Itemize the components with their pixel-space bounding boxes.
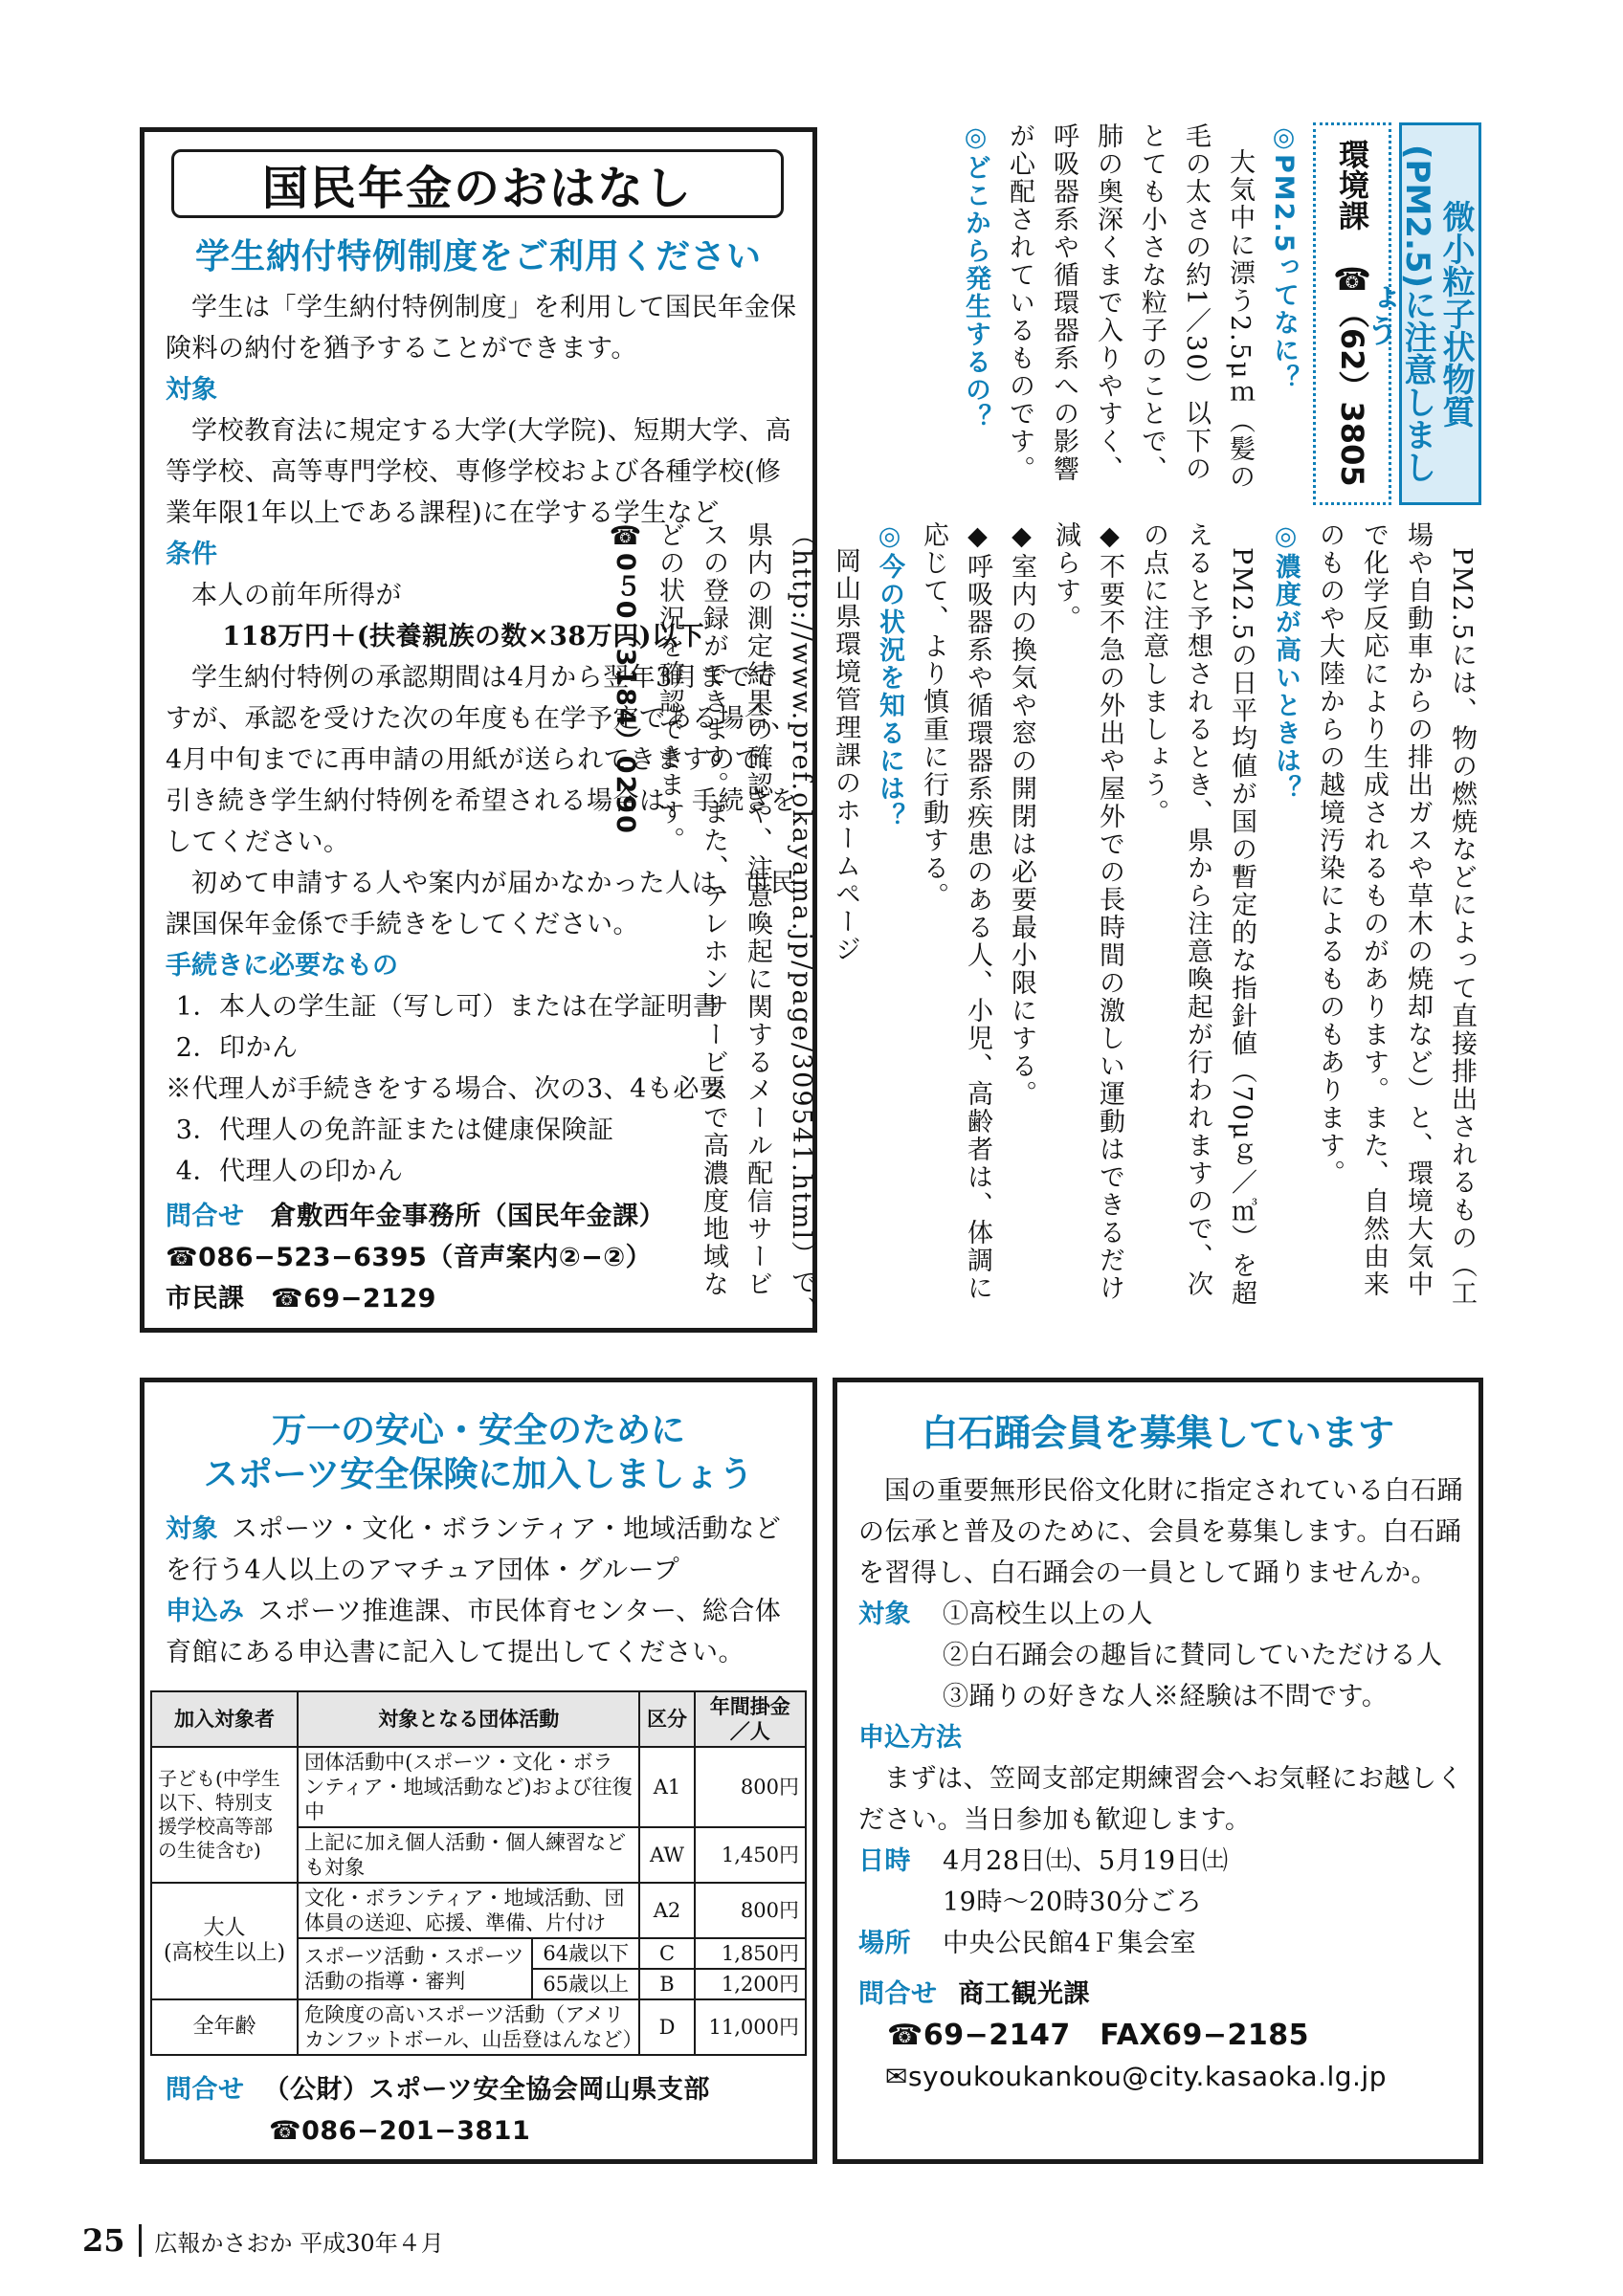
sports-apply-text: スポーツ推進課、市民体育センター、総合体育館にある申込書に記入して提出してください。 [166,1597,782,1667]
page-number: 25 [82,2222,125,2259]
shiraishi-method-text: まずは、笠岡支部定期練習会へお気軽にお越しください。当日参加も歓迎します。 [858,1764,1463,1835]
pension-need-1: 1．本人の学生証（写し可）または在学証明書 [175,992,720,1022]
shiraishi-body [858,1470,1467,2097]
table-cell-class: D [639,1999,694,2055]
table-cell-fee: 1,450円 [695,1827,806,1883]
table-cell-activity: 危険度の高いスポーツ活動（アメリカンフットボール、山岳登はんなど） [298,1999,639,2055]
pm-contact: 環境課 ☎（62）3805 [1313,122,1391,505]
shiraishi-contact-line [858,1974,1467,2015]
shiraishi-section [833,1378,1483,2164]
pm-a2: PM2.5には、物の燃焼などによって直接排出されるもの（工場や自動車からの排出ガスや草木の焼却など）と、環境大気中で化学反応により生成されるものがあります。また、自然由来のものや大陸からの越境汚染によるものもあります。 [1315,521,1477,1308]
pension-need-4: 4．代理人の印かん [175,1157,404,1186]
pm-q4: ◎今の状況を知るには？ [875,521,904,830]
table-cell-age: 64歳以下 [532,1938,639,1969]
shiraishi-contact-tel: ☎69−2147 FAX69−2185 [887,2019,1310,2052]
pm-text-lower [611,521,1483,1325]
shiraishi-place-line [858,1923,1467,1964]
sports-contact-line [166,2069,797,2110]
pm-q3: ◎濃度が高いときは？ [1271,521,1301,803]
pm-b1: ◆不要不急の外出や屋外での長時間の激しい運動はできるだけ減らす。 [1051,521,1124,1302]
pension-need-2: 2．印かん [175,1033,299,1063]
shiraishi-target-head: 対象 [858,1600,911,1629]
pension-need-3: 3．代理人の免許証または健康保険証 [175,1115,614,1145]
table-header-activity: 対象となる団体活動 [298,1691,639,1747]
table-cell-fee: 11,000円 [695,1999,806,2055]
sports-contact [166,2069,797,2152]
shiraishi-date-line [858,1841,1467,1882]
pm-q2: ◎どこから発生するの？ [961,122,990,431]
table-header-group: 加入対象者 [151,1691,298,1747]
shiraishi-target-2: ②白石踊会の趣旨に賛同していただける人 [943,1641,1443,1670]
sports-apply [166,1591,797,1673]
pm-q1: ◎PM2.5ってなに？ [1269,122,1299,393]
pension-need-note: ※代理人が手続きをする場合、次の3、4も必要 [166,1074,726,1104]
sports-title-1: 万一の安心・安全のために [271,1411,685,1450]
table-cell-class: C [639,1938,694,1969]
table-cell-fee: 800円 [695,1747,806,1827]
shiraishi-target-line [858,1594,1467,1635]
pm-b2: ◆室内の換気や窓の開閉は必要最小限にする。 [1007,521,1036,1108]
sports-contact-tel: ☎086−201−3811 [269,2116,531,2146]
table-row [151,1747,806,1827]
sports-target-head: 対象 [166,1514,218,1544]
shiraishi-contact-org: 商工観光課 [958,1979,1090,2009]
shiraishi-date-head: 日時 [858,1846,911,1876]
table-cell-activity: 文化・ボランティア・地域活動、団体員の送迎、応援、準備、片付け [298,1883,639,1938]
sports-target-text: スポーツ・文化・ボランティア・地域活動などを行う4人以上のアマチュア団体・グループ [166,1514,782,1585]
table-header-fee: 年間掛金／人 [695,1691,806,1747]
publication-name: 広報かさおか 平成30年４月 [154,2229,444,2257]
table-header-class: 区分 [639,1691,694,1747]
shiraishi-contact-mail: ✉syoukoukankou@city.kasaoka.lg.jp [885,2061,1387,2092]
table-cell-activity: スポーツ活動・スポーツ活動の指導・審判 [298,1938,532,1999]
pension-period-text: 学生納付特例の承認期間は4月から翌年3月までですが、承認を受けた次の年度も在学予定である場合、4月中旬までに再申請の用紙が送られてきますので、引き続き学生納付特例を希望される場合は、手続きをしてください。 [166,663,797,857]
pm-a1: 大気中に漂う2.5μｍ（髪の毛の太さの約1／30）以下のとても小さな粒子のことで、肺の奥深くまで入りやすく、呼吸器系や循環器系への影響が心配されているものです。 [1005,122,1255,492]
pension-subtitle: 学生納付特例制度をご利用ください [194,237,762,276]
pension-contact-tel: ☎086−523−6395（音声案内②−②） [166,1243,653,1272]
shiraishi-date-text: 4月28日㈯、5月19日㈯ [943,1846,1229,1876]
pension-cond-text1: 本人の前年所得が [191,581,402,610]
shiraishi-title: 白石踊会員を募集しています [921,1412,1394,1454]
table-row [151,1999,806,2055]
table-cell-class: A2 [639,1883,694,1938]
pension-target-head: 対象 [166,375,217,405]
pension-contact-org: 倉敷西年金事務所（国民年金課） [270,1202,666,1231]
table-cell-fee: 1,850円 [695,1938,806,1969]
shiraishi-target-3: ③踊りの好きな人※経験は不問です。 [943,1682,1389,1711]
pension-title-banner [171,149,784,218]
footer [82,2221,444,2260]
sports-apply-head: 申込み [166,1597,245,1626]
pm-tel: ☎0５0（3184）0290 [611,521,640,835]
pension-contact-city: 市民課 ☎69−2129 [166,1284,436,1314]
sports-title-2: スポーツ安全保険に加入しましょう [203,1455,754,1494]
pension-cond-text2: 118万円＋(扶養親族の数×38万円)以下 [222,622,704,651]
pm-title: 微小粒子状物質(PM2.5)に注意しましょう [1399,122,1481,505]
sports-target [166,1509,797,1591]
table-cell-fee: 800円 [695,1883,806,1938]
table-cell-fee: 1,200円 [695,1969,806,1999]
pm-text-upper [823,122,1305,505]
pension-intro: 学生は「学生納付特例制度」を利用して国民年金保険料の納付を猶予することができます。 [166,293,797,364]
sports-fee-table [150,1690,807,2056]
table-cell-group-all: 全年齢 [151,1999,298,2055]
shiraishi-target-1: ①高校生以上の人 [943,1600,1153,1629]
pension-cond-head: 条件 [166,540,217,569]
sports-section [140,1378,817,2164]
pension-first-text: 初めて申請する人や案内が届かなかった人は、市民課国保年金係で手続きをしてください。 [166,869,797,939]
shiraishi-method-head: 申込方法 [858,1723,962,1753]
pension-needs-head: 手続きに必要なもの [166,951,398,981]
table-cell-class: AW [639,1827,694,1883]
pm-b3: ◆呼吸器系や循環器系疾患のある人、小児、高齢者は、体調に応じて、より慎重に行動する。 [919,521,992,1302]
shiraishi-intro: 国の重要無形民俗文化財に指定されている白石踊の伝承と普及のために、会員を募集します。白石踊を習得し、白石踊会の一員として踊りませんか。 [858,1476,1463,1588]
table-cell-class: A1 [639,1747,694,1827]
sports-contact-head: 問合せ [166,2075,245,2105]
table-row [151,1883,806,1938]
sports-contact-org: （公財）スポーツ安全協会岡山県支部 [263,2075,710,2105]
table-cell-age: 65歳以上 [532,1969,639,1999]
table-cell-activity: 上記に加え個人活動・個人練習など も対象 [298,1827,639,1883]
table-header-row [151,1691,806,1747]
shiraishi-place-head: 場所 [858,1929,911,1958]
pension-contact-head: 問合せ [166,1202,245,1231]
table-cell-activity: 団体活動中(スポーツ・文化・ボランティア・地域活動など)および往復中 [298,1747,639,1827]
pension-title: 国民年金のおはなし [261,161,693,215]
pm-a3: PM2.5の日平均値が国の暫定的な指針値（70μｇ／㎥）を超えると予想されるとき、県から注意喚起が行われますので、次の点に注意しましょう。 [1139,521,1256,1308]
footer-divider [139,2224,142,2257]
pm-a4: 岡山県環境管理課のホームページ（http://www.pref.okayama.jp/page/309541.html）で、県内の測定結果の確認や、注意喚起に関するメール配信サービスの登録ができます。また、テレホンサービスで高濃度地域などの状況を確認できます。 [655,521,860,1325]
table-cell-class: B [639,1969,694,1999]
pension-target-text: 学校教育法に規定する大学(大学院)、短期大学、高等学校、高等専門学校、専修学校および各種学校(修業年限1年以上である課程)に在学する学生など [166,416,792,528]
table-cell-group-adult: 大人 (高校生以上) [151,1883,298,1999]
shiraishi-time-text: 19時〜20時30分ごろ [943,1888,1203,1917]
shiraishi-place-text: 中央公民館4Ｆ集会室 [943,1929,1197,1958]
sports-body [166,1509,797,1673]
table-cell-group-child: 子ども(中学生以下、特別支援学校高等部の生徒含む) [151,1747,298,1883]
shiraishi-contact-head: 問合せ [858,1979,938,2009]
